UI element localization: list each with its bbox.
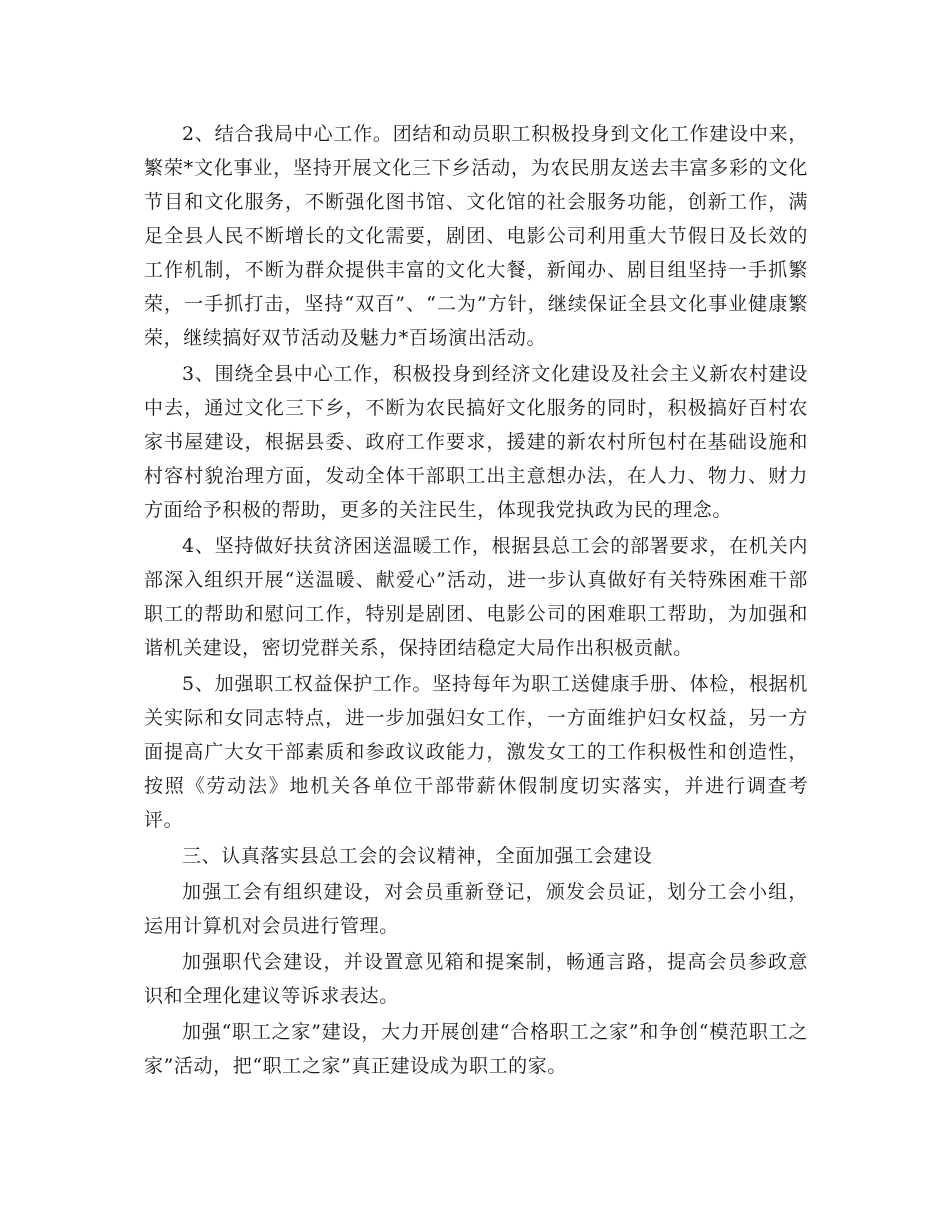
paragraph-item-2: 2、结合我局中心工作。团结和动员职工积极投身到文化工作建设中来，繁荣*文化事业，坚持开展文化三下乡活动，为农民朋友送去丰富多彩的文化节目和文化服务，不断强化图书馆、文化馆的社会服务功能，创新工作，满足全县人民不断增长的文化需要，剧团、电影公司利用重大节假日及长效的工作机制，不断为群众提供丰富的文化大餐，新闻办、剧目组坚持一手抓繁荣，一手抓打击，坚持“双百”、“二为”方针，继续保证全县文化事业健康繁荣，继续搞好双节活动及魅力*百场演出活动。	[144, 123, 808, 349]
paragraph-union-organization: 加强工会有组织建设，对会员重新登记，颁发会员证，划分工会小组，运用计算机对会员进行管理。	[144, 881, 808, 937]
paragraph-workers-congress: 加强职代会建设，并设置意见箱和提案制，畅通言路，提高会员参政意识和全理化建议等诉求表达。	[144, 951, 808, 1007]
section-heading-3: 三、认真落实县总工会的会议精神，全面加强工会建设	[182, 845, 653, 867]
paragraph-item-4: 4、坚持做好扶贫济困送温暖工作，根据县总工会的部署要求，在机关内部深入组织开展“送温暖、献爱心”活动，进一步认真做好有关特殊困难干部职工的帮助和慰问工作，特别是剧团、电影公司的困难职工帮助，为加强和谐机关建设，密切党群关系，保持团结稳定大局作出积极贡献。	[144, 535, 808, 659]
paragraph-item-3: 3、围绕全县中心工作，积极投身到经济文化建设及社会主义新农村建设中去，通过文化三下乡，不断为农民搞好文化服务的同时，积极搞好百村农家书屋建设，根据县委、政府工作要求，援建的新农村所包村在基础设施和村容村貌治理方面，发动全体干部职工出主意想办法，在人力、物力、财力方面给予积极的帮助，更多的关注民生，体现我党执政为民的理念。	[144, 363, 808, 521]
document-body	[144, 117, 808, 1085]
paragraph-workers-home: 加强“职工之家”建设，大力开展创建“合格职工之家”和争创“模范职工之家”活动，把“职工之家”真正建设成为职工的家。	[144, 1021, 808, 1077]
paragraph-item-5: 5、加强职工权益保护工作。坚持每年为职工送健康手册、体检，根据机关实际和女同志特点，进一步加强妇女工作，一方面维护妇女权益，另一方面提高广大女干部素质和参政议政能力，激发女工的工作积极性和创造性，按照《劳动法》地机关各单位干部带薪休假制度切实落实，并进行调查考评。	[144, 673, 808, 831]
